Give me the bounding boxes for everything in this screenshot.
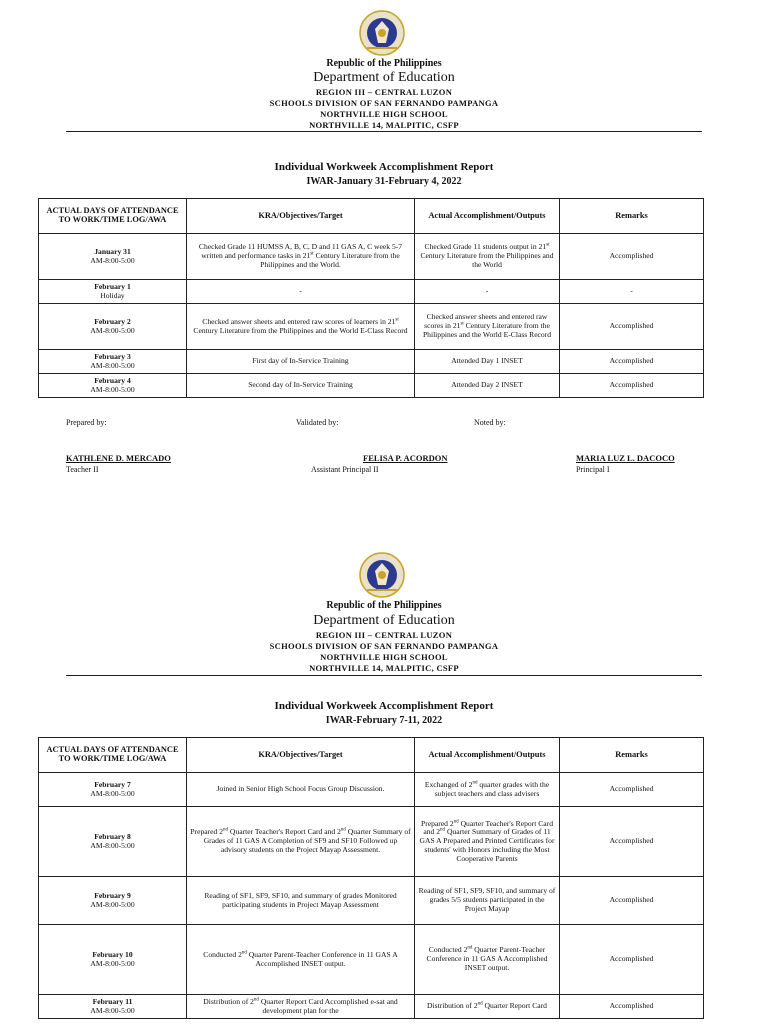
column-header: ACTUAL DAYS OF ATTENDANCE TO WORK/TIME LOG/AWA — [39, 738, 187, 773]
report-title: Individual Workweek Accomplishment Report — [274, 700, 494, 712]
address-label: NORTHVILLE 14, MALPITIC, CSFP — [309, 120, 459, 130]
time-label: AM-8:00-5:00 — [90, 899, 135, 909]
report-period: IWAR-February 7-11, 2022 — [325, 715, 443, 726]
kra-cell: Reading of SF1, SF9, SF10, and summary of grades Monitored participating students in Project Mayap Assessment — [187, 877, 415, 925]
time-label: AM-8:00-5:00 — [90, 958, 135, 968]
day-label: February 11 — [92, 996, 133, 1006]
day-label: January 31 — [94, 246, 131, 256]
output-cell: Reading of SF1, SF9, SF10, and summary of grades 5/5 students participated in the Project Mayap — [415, 877, 560, 925]
table-header-row — [39, 199, 704, 234]
kra-cell: Prepared 2nd Quarter Teacher's Report Card and 2nd Quarter Summary of Grades of 11 GAS A Completion of SF9 and SF10 Followed up advisory students on the Project Mayap Assessment. — [187, 807, 415, 877]
time-label: AM-8:00-5:00 — [90, 788, 135, 798]
prepared-by-title: Teacher II — [66, 465, 99, 474]
remarks-cell: Accomplished — [560, 995, 704, 1019]
school-label: NORTHVILLE HIGH SCHOOL — [320, 109, 448, 119]
table-row — [39, 350, 704, 374]
republic-label: Republic of the Philippines — [326, 58, 442, 69]
day-label: February 9 — [94, 890, 131, 900]
output-cell: Checked answer sheets and entered raw scores in 21st Century Literature from the Philippines and the World E-Class Record — [415, 304, 560, 350]
time-label: AM-8:00-5:00 — [90, 384, 135, 394]
column-header: Actual Accomplishment/Outputs — [415, 199, 560, 234]
column-header: KRA/Objectives/Target — [187, 199, 415, 234]
school-label: NORTHVILLE HIGH SCHOOL — [320, 652, 448, 662]
day-label: February 8 — [94, 831, 131, 841]
time-label: AM-8:00-5:00 — [90, 360, 135, 370]
prepared-by-name: KATHLENE D. MERCADO — [66, 453, 171, 463]
region-label: REGION III – CENTRAL LUZON — [315, 630, 453, 640]
attendance-cell — [39, 374, 187, 398]
time-label: AM-8:00-5:00 — [90, 1005, 135, 1015]
department-title: Department of Education — [313, 613, 455, 628]
table-row — [39, 807, 704, 877]
day-label: February 10 — [92, 949, 133, 959]
attendance-cell — [39, 995, 187, 1019]
remarks-cell: Accomplished — [560, 304, 704, 350]
output-cell: - — [415, 280, 560, 304]
column-header: Remarks — [560, 199, 704, 234]
table-header-row — [39, 738, 704, 773]
remarks-cell: Accomplished — [560, 350, 704, 374]
kra-cell: Checked Grade 11 HUMSS A, B, C, D and 11 GAS A, C week 5-7 written and performance tasks in 21st Century Literature from the Philippines and the World. — [187, 234, 415, 280]
column-header: ACTUAL DAYS OF ATTENDANCE TO WORK/TIME LOG/AWA — [39, 199, 187, 234]
kra-cell: Joined in Senior High School Focus Group Discussion. — [187, 773, 415, 807]
attendance-cell — [39, 773, 187, 807]
time-label: AM-8:00-5:00 — [90, 840, 135, 850]
report-period: IWAR-January 31-February 4, 2022 — [306, 176, 462, 187]
output-cell: Attended Day 2 INSET — [415, 374, 560, 398]
region-label: REGION III – CENTRAL LUZON — [315, 87, 453, 97]
noted-by-label: Noted by: — [474, 418, 506, 427]
kra-cell: Second day of In-Service Training — [187, 374, 415, 398]
output-cell: Prepared 2nd Quarter Teacher's Report Card and 2nd Quarter Summary of Grades of 11 GAS A Prepared and Printed Certificates for students' with Honors including the Most Cooperative Parents — [415, 807, 560, 877]
day-label: February 4 — [94, 375, 131, 385]
time-label: AM-8:00-5:00 — [90, 255, 135, 265]
validated-by-label: Validated by: — [296, 418, 339, 427]
kra-cell: Distribution of 2nd Quarter Report Card Accomplished e-sat and development plan for the — [187, 995, 415, 1019]
day-label: February 2 — [94, 316, 131, 326]
table-row — [39, 995, 704, 1019]
column-header: Remarks — [560, 738, 704, 773]
kra-cell: Conducted 2nd Quarter Parent-Teacher Conference in 11 GAS A Accomplished INSET output. — [187, 925, 415, 995]
remarks-cell: Accomplished — [560, 925, 704, 995]
output-cell: Exchanged of 2nd quarter grades with the subject teachers and class advisers — [415, 773, 560, 807]
table-row — [39, 304, 704, 350]
division-label: SCHOOLS DIVISION OF SAN FERNANDO PAMPANGA — [269, 641, 499, 651]
accomplishment-table — [38, 198, 704, 398]
kra-cell: - — [187, 280, 415, 304]
attendance-cell — [39, 350, 187, 374]
table-row — [39, 773, 704, 807]
table-row — [39, 374, 704, 398]
remarks-cell: - — [560, 280, 704, 304]
attendance-cell — [39, 234, 187, 280]
table-row — [39, 925, 704, 995]
remarks-cell: Accomplished — [560, 234, 704, 280]
division-label: SCHOOLS DIVISION OF SAN FERNANDO PAMPANGA — [269, 98, 499, 108]
output-cell: Distribution of 2nd Quarter Report Card — [415, 995, 560, 1019]
republic-label: Republic of the Philippines — [326, 600, 442, 611]
column-header: KRA/Objectives/Target — [187, 738, 415, 773]
table-row — [39, 280, 704, 304]
attendance-cell — [39, 280, 187, 304]
table-row — [39, 234, 704, 280]
kra-cell: Checked answer sheets and entered raw scores of learners in 21st Century Literature from the Philippines and the World E-Class Record — [187, 304, 415, 350]
table-row — [39, 877, 704, 925]
output-cell: Conducted 2nd Quarter Parent-Teacher Conference in 11 GAS A Accomplished INSET output. — [415, 925, 560, 995]
attendance-cell — [39, 304, 187, 350]
attendance-cell — [39, 807, 187, 877]
noted-by-title: Principal I — [576, 465, 610, 474]
noted-by-name: MARIA LUZ L. DACOCO — [576, 453, 675, 463]
kra-cell: First day of In-Service Training — [187, 350, 415, 374]
day-label: February 7 — [94, 779, 131, 789]
day-label: February 1 — [94, 281, 131, 291]
deped-seal-icon — [359, 10, 405, 56]
remarks-cell: Accomplished — [560, 877, 704, 925]
report-title: Individual Workweek Accomplishment Report — [274, 161, 494, 173]
remarks-cell: Accomplished — [560, 374, 704, 398]
department-title: Department of Education — [313, 70, 455, 85]
remarks-cell: Accomplished — [560, 807, 704, 877]
prepared-by-label: Prepared by: — [66, 418, 107, 427]
remarks-cell: Accomplished — [560, 773, 704, 807]
day-label: February 3 — [94, 351, 131, 361]
validated-by-name: FELISA P. ACORDON — [363, 453, 448, 463]
accomplishment-table — [38, 737, 704, 1019]
validated-by-title: Assistant Principal II — [311, 465, 379, 474]
attendance-cell — [39, 925, 187, 995]
output-cell: Attended Day 1 INSET — [415, 350, 560, 374]
column-header: Actual Accomplishment/Outputs — [415, 738, 560, 773]
time-label: AM-8:00-5:00 — [90, 325, 135, 335]
header-rule — [66, 131, 702, 132]
address-label: NORTHVILLE 14, MALPITIC, CSFP — [309, 663, 459, 673]
header-rule — [66, 675, 702, 676]
attendance-cell — [39, 877, 187, 925]
time-label: Holiday — [100, 290, 125, 300]
deped-seal-icon — [359, 552, 405, 598]
output-cell: Checked Grade 11 students output in 21st Century Literature from the Philippines and the World — [415, 234, 560, 280]
